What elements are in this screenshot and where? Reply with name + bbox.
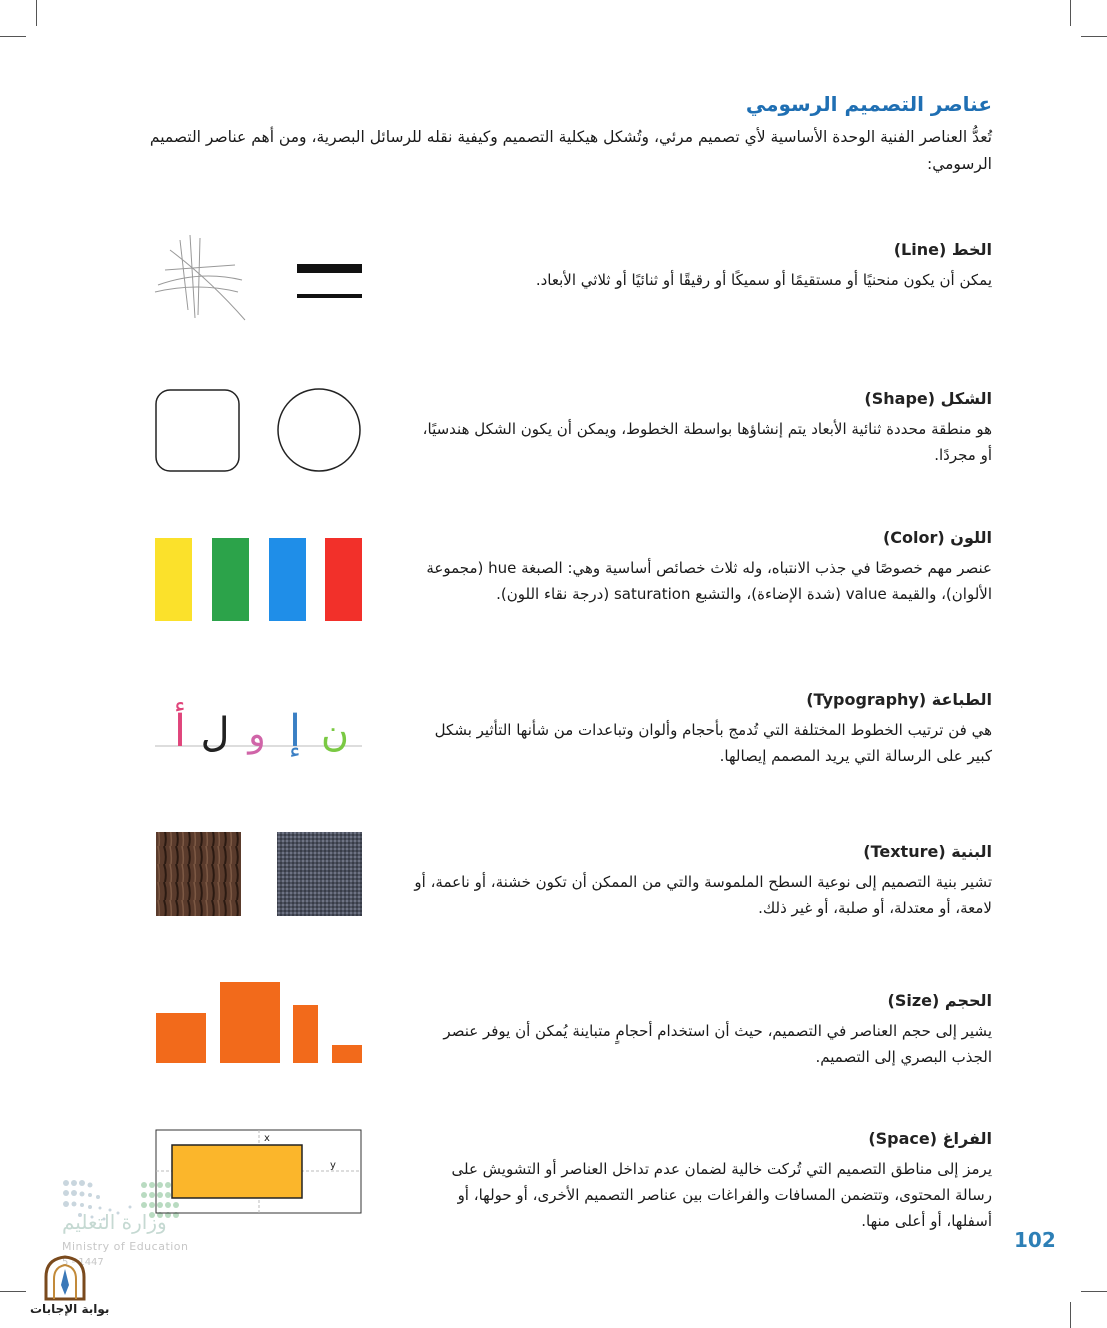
color-swatch <box>325 538 362 621</box>
crop-mark <box>0 1291 26 1292</box>
typo-letter: إ <box>288 706 302 757</box>
element-color <box>412 528 992 607</box>
element-text: عنصر مهم خصوصًا في جذب الانتباه، وله ثلاث خصائص أساسية وهي: الصبغة hue (مجموعة الألوان)، والقيمة value (شدة الإضاءة)، والتشبع saturation (درجة نقاء اللون). <box>426 559 992 603</box>
intro-paragraph: تُعدُّ العناصر الفنية الوحدة الأساسية لأي تصميم مرئي، وتُشكل هيكلية التصميم وكيفية نقله للرسائل البصرية، ومن أهم عناصر التصميم الرسومي: <box>149 128 992 173</box>
ministry-name-ar: وزارة التعليم <box>62 1210 167 1234</box>
color-swatch <box>212 538 249 621</box>
crop-mark <box>1081 36 1107 37</box>
element-text: يشير إلى حجم العناصر في التصميم، حيث أن استخدام أحجامٍ متباينة يُمكن أن يوفر عنصر الجذب البصري إلى التصميم. <box>443 1022 992 1066</box>
circle-shape <box>278 389 360 471</box>
space-label-y: y <box>330 1160 336 1171</box>
color-swatch <box>155 538 192 621</box>
color-illustration <box>150 533 370 628</box>
line-illustration <box>150 230 370 325</box>
crop-mark <box>1081 1291 1107 1292</box>
gate-name: بوابة الإجابات <box>30 1302 110 1316</box>
element-space <box>412 1129 992 1234</box>
ministry-year: 5 - 1447 <box>62 1257 104 1268</box>
element-shape <box>412 389 992 468</box>
ministry-name-en: Ministry of Education <box>62 1240 189 1253</box>
space-label-x: x <box>264 1133 270 1144</box>
rounded-square <box>156 390 239 471</box>
space-illustration <box>150 1127 370 1217</box>
element-heading: الفراغ (Space) <box>868 1129 992 1148</box>
size-block <box>156 1013 206 1063</box>
typography-illustration <box>150 680 370 775</box>
size-block <box>332 1045 362 1063</box>
page-number: 102 <box>1014 1228 1056 1252</box>
crop-mark <box>1070 0 1071 26</box>
element-text: يرمز إلى مناطق التصميم التي تُركت خالية لضمان عدم تداخل العناصر أو التشويش على رسالة المحتوى، وتتضمن المسافات والفراغات بين عناصر التصميم الأخرى، أو حولها، أو أسفلها، أو أعلى منها. <box>451 1160 992 1230</box>
element-text: هو منطقة محددة ثنائية الأبعاد يتم إنشاؤها بواسطة الخطوط، ويمكن أن يكون الشكل هندسيًا، أو مجردًا. <box>422 420 992 464</box>
thin-line <box>297 294 362 298</box>
element-heading: البنية (Texture) <box>863 842 992 861</box>
element-text: هي فن ترتيب الخطوط المختلفة التي تُدمج بأحجام وألوان وتباعدات من شأنها التأثير بشكل كبير على الرسالة التي يريد المصمم إيصالها. <box>434 721 992 765</box>
gate-logo-icon <box>42 1255 88 1301</box>
element-heading: الطباعة (Typography) <box>806 690 992 709</box>
element-heading: الشكل (Shape) <box>864 389 992 408</box>
color-swatch <box>269 538 306 621</box>
element-heading: اللون (Color) <box>882 528 992 547</box>
element-typography <box>412 690 992 769</box>
typo-letter: ن <box>321 711 349 755</box>
element-heading: الحجم (Size) <box>887 991 992 1010</box>
element-text: يمكن أن يكون منحنيًا أو مستقيمًا أو سميكًا أو رقيقًا أو ثنائيًا أو ثلاثي الأبعاد. <box>535 271 992 289</box>
element-texture <box>412 842 992 921</box>
texture-illustration <box>150 828 370 923</box>
page-title: عناصر التصميم الرسومي <box>745 92 992 116</box>
shape-illustration <box>150 383 370 478</box>
typo-letter: ل <box>200 710 230 756</box>
size-block <box>220 982 280 1063</box>
crop-mark <box>36 0 37 26</box>
size-block <box>293 1005 318 1063</box>
bark-texture <box>156 832 241 916</box>
crop-mark <box>0 36 26 37</box>
typo-letter: أ <box>173 706 187 757</box>
thick-line <box>297 264 362 273</box>
size-illustration <box>150 975 370 1070</box>
element-line <box>412 240 992 293</box>
element-text: تشير بنية التصميم إلى نوعية السطح الملموسة والتي من الممكن أن تكون خشنة، أو ناعمة، أو لامعة، أو معتدلة، أو صلبة، أو غير ذلك. <box>414 873 992 917</box>
typo-letter: و <box>248 714 266 755</box>
element-size <box>412 991 992 1070</box>
crop-mark <box>1070 1302 1071 1328</box>
space-block <box>172 1145 302 1198</box>
fabric-texture <box>277 832 362 916</box>
element-heading: الخط (Line) <box>893 240 992 259</box>
